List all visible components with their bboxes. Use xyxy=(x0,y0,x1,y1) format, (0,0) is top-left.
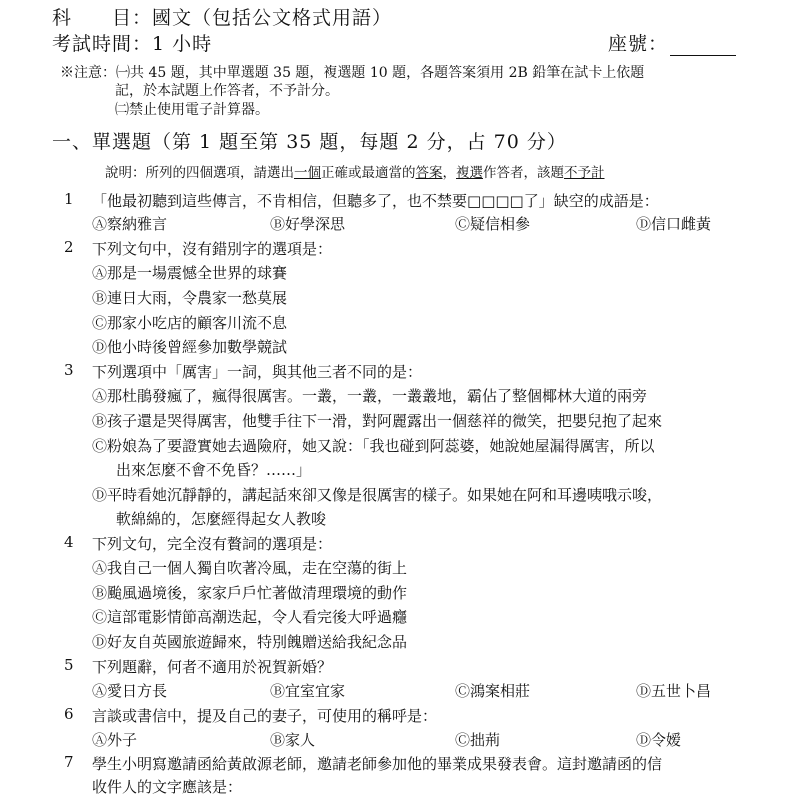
question-number: 6 xyxy=(64,705,74,723)
section-title: 一、單選題（第 1 題至第 35 題，每題 2 分，占 70 分） xyxy=(52,131,567,153)
question-number: 2 xyxy=(64,238,74,256)
question-number: 5 xyxy=(64,656,74,674)
option-c: Ⓒ那家小吃店的顧客川流不息 xyxy=(92,314,288,332)
option-d: Ⓓ五世卜昌 xyxy=(636,682,712,700)
option-b: Ⓑ孩子還是哭得厲害，他雙手往下一滑，對阿麗露出一個慈祥的微笑，把嬰兒抱了起來 xyxy=(92,412,663,430)
stem-text: 「他最初聽到這些傳言，不肯相信，但聽多了，也不禁要 xyxy=(92,192,468,210)
stem-text: 了」缺空的成語是： xyxy=(523,192,659,210)
question-stem: 下列文句，完全沒有贅詞的選項是： xyxy=(92,535,333,553)
question-number: 7 xyxy=(64,753,74,771)
notice-text-1: ㈠共 45 題，其中單選題 35 題，複選題 10 題，各題答案須用 2B 鉛筆在試卡上依題 xyxy=(116,65,645,81)
notice-line-1 xyxy=(60,62,644,82)
subject-value: 國文（包括公文格式用語） xyxy=(152,7,393,29)
seat-number-line xyxy=(608,29,736,56)
question-number: 4 xyxy=(64,533,74,551)
explain-text: ， xyxy=(442,165,456,181)
option-d: Ⓓ好友自英國旅遊歸來，特別餽贈送給我紀念品 xyxy=(92,633,408,651)
option-b: Ⓑ颱風過境後，家家戶戶忙著做清理環境的動作 xyxy=(92,584,408,602)
option-d: Ⓓ平時看她沉靜靜的，講起話來卻又像是很厲害的樣子。如果她在阿和耳邊咦哦示唆， xyxy=(92,486,663,504)
option-d-continuation: 軟綿綿的，怎麼經得起女人教唆 xyxy=(116,510,327,528)
option-d: Ⓓ信口雌黃 xyxy=(636,215,712,233)
subject-label: 科 目： xyxy=(52,7,153,29)
notice-line-2: 記，於本試題上作答者，不予計分。 xyxy=(115,83,339,99)
time-label: 考試時間： xyxy=(52,33,153,55)
option-c: Ⓒ拙荊 xyxy=(455,731,501,749)
answer-blank-boxes: □□□□ xyxy=(467,192,524,210)
subject-line xyxy=(52,3,392,30)
explain-underline: 複選 xyxy=(456,165,483,181)
question-stem: 下列選項中「厲害」一詞，與其他三者不同的是： xyxy=(92,363,423,381)
option-c: Ⓒ這部電影情節高潮迭起，令人看完後大呼過癮 xyxy=(92,608,408,626)
question-number: 1 xyxy=(64,190,74,208)
explain-underline: 不予計 xyxy=(564,165,605,181)
time-value: 1 小時 xyxy=(152,33,213,55)
option-b: Ⓑ宜室宜家 xyxy=(270,682,346,700)
question-stem-continuation: 收件人的文字應該是： xyxy=(92,778,243,796)
option-a: Ⓐ那杜鵑發瘋了，瘋得很厲害。一叢，一叢，一叢叢地，霸佔了整個椰林大道的兩旁 xyxy=(92,387,648,405)
seat-number-blank xyxy=(670,37,736,56)
notice-mark: ※注意： xyxy=(60,65,116,81)
explain-underline: 一個 xyxy=(294,165,321,181)
explain-text: 正確或最適當的 xyxy=(321,165,416,181)
option-a: Ⓐ愛日方長 xyxy=(92,682,168,700)
question-stem xyxy=(92,190,659,211)
notice-line-3: ㈡禁止使用電子計算器。 xyxy=(115,102,269,118)
option-d: Ⓓ他小時後曾經參加數學競試 xyxy=(92,338,288,356)
explain-text: 說明：所列的四個選項，請選出 xyxy=(105,165,294,181)
section-explanation xyxy=(105,161,605,181)
option-c: Ⓒ疑信相參 xyxy=(455,215,531,233)
option-b: Ⓑ好學深思 xyxy=(270,215,346,233)
question-stem: 下列文句中，沒有錯別字的選項是： xyxy=(92,240,333,258)
option-a: Ⓐ那是一場震憾全世界的球賽 xyxy=(92,264,288,282)
option-a: Ⓐ察納雅言 xyxy=(92,215,168,233)
seat-label: 座號： xyxy=(608,33,669,55)
option-b: Ⓑ連日大雨，令農家一愁莫展 xyxy=(92,289,288,307)
question-stem: 下列題辭，何者不適用於祝賀新婚？ xyxy=(92,658,333,676)
option-d: Ⓓ令嫒 xyxy=(636,731,682,749)
explain-underline: 答案 xyxy=(415,165,443,181)
exam-time-line xyxy=(52,29,212,56)
option-c-continuation: 出來怎麼不會不免昏？……」 xyxy=(116,461,312,479)
option-a: Ⓐ外子 xyxy=(92,731,138,749)
option-c: Ⓒ鴻案相莊 xyxy=(455,682,531,700)
question-stem: 言談或書信中，提及自己的妻子，可使用的稱呼是： xyxy=(92,707,438,725)
option-c: Ⓒ粉娘為了要證實她去過險府，她又說：「我也碰到阿蕊婆，她說她屋漏得厲害，所以 xyxy=(92,437,655,455)
option-b: Ⓑ家人 xyxy=(270,731,316,749)
question-stem: 學生小明寫邀請函給黃啟源老師，邀請老師參加他的畢業成果發表會。這封邀請函的信 xyxy=(92,755,663,773)
question-number: 3 xyxy=(64,361,74,379)
explain-text: 作答者，該題 xyxy=(483,165,564,181)
option-a: Ⓐ我自己一個人獨自吹著冷風，走在空蕩的街上 xyxy=(92,559,408,577)
